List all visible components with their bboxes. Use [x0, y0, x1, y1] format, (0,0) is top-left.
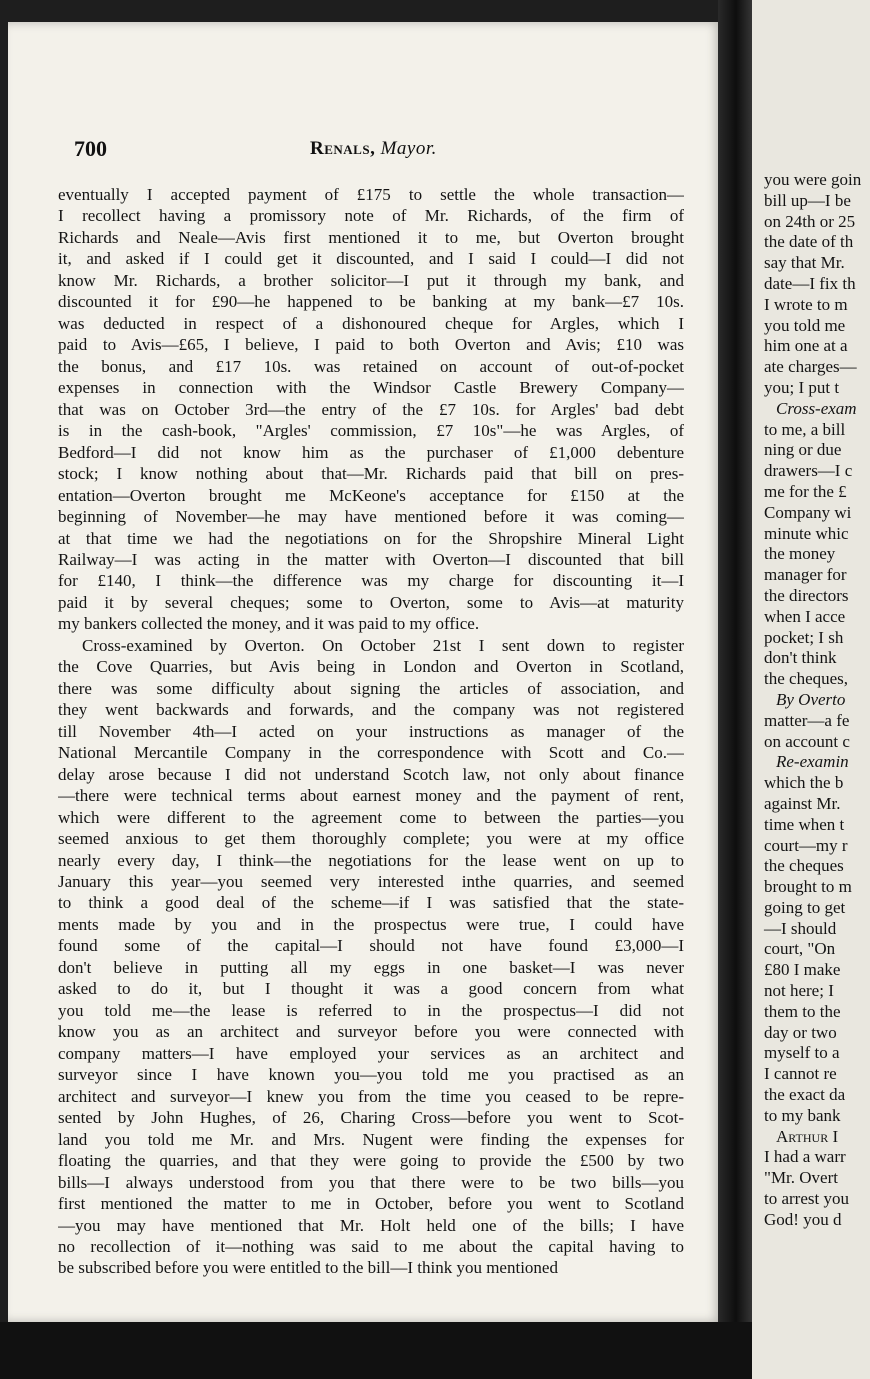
text-line: eventually I accepted payment of £175 to settle the whole transaction—	[58, 185, 684, 204]
scan-bottom-edge	[0, 1322, 752, 1379]
text-line: minute whic	[764, 523, 849, 543]
book-gutter	[718, 0, 754, 1379]
text-line: —you may have mentioned that Mr. Holt held one of the bills; I have	[58, 1215, 684, 1235]
text-line: Richards and Neale—Avis first mentioned it to me, but Overton brought	[58, 227, 684, 247]
text-line: asked to do it, but I thought it was a good concern from what	[58, 979, 684, 999]
running-head-name: Renals,	[310, 138, 376, 159]
text-line: Cross-exam	[776, 398, 857, 418]
text-line: him one at a	[764, 336, 848, 356]
text-line: when I acce	[764, 606, 846, 626]
text-line: to my bank	[764, 1105, 841, 1125]
right-page-text	[764, 170, 861, 1231]
page-number: 700	[74, 136, 107, 161]
text-line: bills—I always understood from you that there were to be two bills—you	[58, 1172, 684, 1192]
text-line: not here; I	[764, 981, 834, 1001]
text-line: I wrote to m	[764, 294, 848, 314]
text-line: surveyor since I have known you—you told me you practised as an	[58, 1065, 684, 1085]
text-line: —I should	[764, 918, 837, 938]
text-line: know Mr. Richards, a brother solicitor—I put it through my bank, and	[58, 270, 684, 290]
text-line: Bedford—I did not know him as the purchaser of £1,000 debenture	[58, 442, 684, 462]
text-line: ate charges—	[764, 357, 857, 377]
text-line: the Cove Quarries, but Avis being in London and Overton in Scotland,	[58, 657, 684, 677]
text-line: pocket; I sh	[764, 627, 844, 647]
text-line: the cheques	[764, 856, 844, 876]
text-line: the directors	[764, 585, 849, 605]
text-line: found some of the capital—I should not have found £3,000—I	[58, 936, 684, 956]
text-line: first mentioned the matter to me in October, before you went to Scotland	[58, 1194, 684, 1214]
text-line: the bonus, and £17 10s. was retained on account of out-of-pocket	[58, 356, 684, 376]
text-line: it, and asked if I could get it discounted, and I said I could—I did not	[58, 249, 684, 269]
text-line: date—I fix th	[764, 273, 856, 293]
text-line: delay arose because I did not understand Scotch law, not only about finance	[58, 764, 684, 784]
text-line: was deducted in respect of a dishonoured cheque for Argles, which I	[58, 313, 684, 333]
text-line: court, "On	[764, 939, 836, 959]
text-line: the cheques,	[764, 669, 849, 689]
text-line: ning or due	[764, 440, 842, 460]
text-line: I had a warr	[764, 1147, 846, 1167]
text-line: they went backwards and forwards, and the company was not registered	[58, 700, 684, 720]
text-line: court—my r	[764, 835, 848, 855]
text-line: to me, a bill	[764, 419, 846, 439]
text-line: myself to a	[764, 1043, 840, 1063]
text-line: sented by John Hughes, of 26, Charing Cross—before you went to Scot-	[58, 1108, 684, 1128]
page-header	[74, 136, 714, 166]
text-line: say that Mr.	[764, 253, 845, 273]
text-line: —there were technical terms about earnest money and the payment of rent,	[58, 786, 684, 806]
text-line: God! you d	[764, 1209, 842, 1229]
body-text	[58, 184, 684, 1279]
text-line: the money	[764, 544, 836, 564]
running-head	[310, 138, 437, 160]
text-line: drawers—I c	[764, 461, 853, 481]
text-line: "Mr. Overt	[764, 1168, 838, 1188]
text-line: January this year—you seemed very interested inthe quarries, and seemed	[58, 872, 684, 891]
text-line: time when t	[764, 814, 845, 834]
text-line: manager for	[764, 565, 847, 585]
text-line: beginning of November—he may have mentioned before it was coming—	[58, 507, 684, 527]
text-line: bill up—I be	[764, 190, 851, 210]
running-head-role: Mayor.	[380, 138, 437, 159]
text-line: discounted it for £90—he happened to be banking at my bank—£7 10s.	[58, 292, 684, 312]
text-line: nearly every day, I think—the negotiations for the lease went on up to	[58, 850, 684, 870]
text-line: stock; I know nothing about that—Mr. Richards paid that bill on pres-	[58, 464, 684, 484]
text-line: on account c	[764, 731, 850, 751]
right-page	[752, 0, 870, 1379]
text-line: I recollect having a promissory note of Mr. Richards, of the firm of	[58, 206, 684, 226]
text-line: don't believe in putting all my eggs in one basket—I was never	[58, 957, 684, 977]
text-line: brought to m	[764, 877, 852, 897]
text-line: day or two	[764, 1022, 837, 1042]
text-line: Arthur I	[776, 1126, 839, 1146]
text-line: till November 4th—I acted on your instructions as manager of the	[58, 721, 684, 741]
text-line: know you as an architect and surveyor before you were connected with	[58, 1022, 684, 1042]
text-line: to think a good deal of the scheme—if I was satisfied that the state-	[58, 893, 684, 913]
text-line: be subscribed before you were entitled to the bill—I think you mentioned	[58, 1258, 558, 1278]
text-line: architect and surveyor—I knew you from the time you ceased to be repre-	[58, 1086, 684, 1106]
text-line: you told me	[764, 315, 846, 335]
text-line: which the b	[764, 773, 844, 793]
text-line: you told me—the lease is referred to in the prospectus—I did not	[58, 1000, 684, 1020]
text-line: there was some difficulty about signing the articles of association, and	[58, 678, 684, 698]
text-line: which were different to the agreement come to between the parties—you	[58, 807, 684, 827]
text-line: don't think	[764, 648, 837, 668]
text-line: no recollection of it—nothing was said to me about the capital having to	[58, 1236, 684, 1256]
text-line: expenses in connection with the Windsor Castle Brewery Company—	[58, 378, 684, 398]
text-line: Cross-examined by Overton. On October 21st I sent down to register	[82, 635, 684, 655]
text-line: I cannot re	[764, 1064, 837, 1084]
text-line: ments made by you and in the prospectus were true, I could have	[58, 914, 684, 934]
text-line: to arrest you	[764, 1189, 849, 1209]
text-line: the date of th	[764, 232, 854, 252]
text-line: at that time we had the negotiations on for the Shropshire Mineral Light	[58, 528, 684, 548]
text-line: £80 I make	[764, 960, 841, 980]
text-line: Company wi	[764, 502, 852, 522]
text-line: Railway—I was acting in the matter with Overton—I discounted that bill	[58, 549, 684, 569]
text-line: land you told me Mr. and Mrs. Nugent were finding the expenses for	[58, 1129, 684, 1149]
text-line: Re-examin	[776, 752, 849, 772]
text-line: company matters—I have employed your services as an architect and	[58, 1043, 684, 1063]
text-line: my bankers collected the money, and it was paid to my office.	[58, 614, 480, 634]
text-line: going to get	[764, 897, 846, 917]
text-line: you were goin	[764, 170, 862, 189]
text-line: against Mr.	[764, 793, 841, 813]
text-line: on 24th or 25	[764, 211, 856, 231]
text-line: National Mercantile Company in the correspondence with Scott and Co.—	[58, 743, 684, 763]
text-line: seemed anxious to get them thoroughly complete; you were at my office	[58, 829, 684, 849]
text-line: them to the	[764, 1001, 841, 1021]
text-line: paid to Avis—£65, I believe, I paid to both Overton and Avis; £10 was	[58, 335, 684, 355]
text-line: me for the £	[764, 481, 847, 501]
text-line: paid it by several cheques; some to Overton, some to Avis—at maturity	[58, 592, 684, 612]
text-line: matter—a fe	[764, 710, 850, 730]
text-line: you; I put t	[764, 377, 840, 397]
text-line: that was on October 3rd—the entry of the £7 10s. for Argles' bad debt	[58, 399, 684, 419]
text-line: the exact da	[764, 1085, 846, 1105]
text-line: By Overto	[776, 689, 846, 709]
text-line: entation—Overton brought me McKeone's acceptance for £150 at the	[58, 485, 684, 505]
text-line: is in the cash-book, "Argles' commission, £7 10s"—he was Argles, of	[58, 421, 684, 441]
text-line: floating the quarries, and that they were going to provide the £500 by two	[58, 1151, 684, 1171]
text-line: for £140, I think—the difference was my charge for discounting it—I	[58, 571, 684, 591]
